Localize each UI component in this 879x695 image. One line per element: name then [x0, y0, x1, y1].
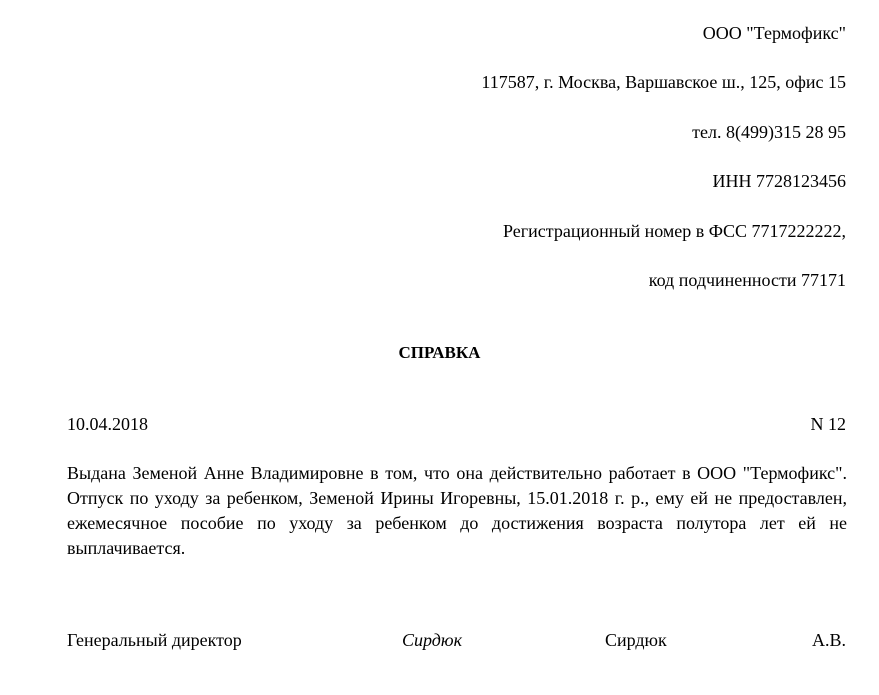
company-phone: тел. 8(499)315 28 95: [692, 122, 846, 142]
handwritten-signature: Сирдюк: [402, 630, 462, 650]
document-number: N 12: [810, 414, 846, 434]
company-name: ООО "Термофикс": [702, 23, 846, 43]
subordination-code: код подчиненности 77171: [648, 270, 846, 290]
signatory-position: Генеральный директор: [67, 630, 242, 650]
company-inn: ИНН 7728123456: [712, 171, 846, 191]
document-body: Выдана Земеной Анне Владимировне в том, что она действительно работает в ООО "Термофикс". Отпуск по уходу за ребенком, Земеной Ирины Игоревны, 15.01.2018 г. р., ему ей не предоставлен, ежемесячное пособие по уходу за ребенком до достижения возраста полутора лет ей не выплачивается.: [67, 463, 847, 558]
signatory-initials: А.В.: [811, 630, 846, 650]
document-title: СПРАВКА: [398, 343, 481, 362]
document-date: 10.04.2018: [67, 414, 148, 434]
fss-registration: Регистрационный номер в ФСС 7717222222,: [502, 221, 846, 241]
company-address: 117587, г. Москва, Варшавское ш., 125, офис 15: [481, 72, 846, 92]
signatory-surname: Сирдюк: [605, 630, 667, 650]
